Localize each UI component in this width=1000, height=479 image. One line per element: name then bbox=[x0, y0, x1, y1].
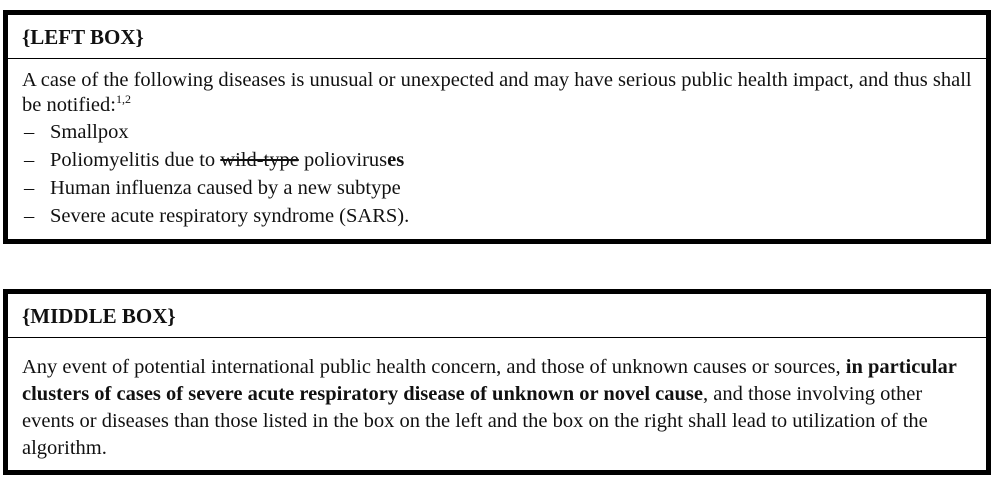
middle-box-divider bbox=[8, 337, 986, 338]
list-dash: – bbox=[24, 149, 35, 171]
struck-text: wild-type bbox=[220, 149, 299, 171]
list-dash: – bbox=[24, 121, 35, 143]
list-item-poliomyelitis bbox=[22, 146, 972, 174]
list-dash: – bbox=[24, 177, 35, 199]
list-item-text: Smallpox bbox=[50, 121, 129, 143]
middle-box-paragraph bbox=[22, 354, 974, 462]
list-dash: – bbox=[24, 205, 35, 227]
list-item-sars bbox=[22, 202, 972, 230]
footnote-reference: 1,2 bbox=[115, 92, 131, 106]
list-item-influenza bbox=[22, 174, 972, 202]
list-item-text: Severe acute respiratory syndrome (SARS). bbox=[50, 205, 410, 227]
left-box-body bbox=[22, 68, 972, 230]
list-item-text-continued: poliovirus bbox=[298, 149, 388, 171]
list-item-text: Poliomyelitis due to bbox=[50, 149, 221, 171]
left-box bbox=[3, 10, 991, 244]
paragraph-start: Any event of potential international public health concern, and those of unknown causes or sources, bbox=[22, 356, 846, 378]
left-box-title: {LEFT BOX} bbox=[22, 25, 144, 49]
left-box-divider bbox=[8, 58, 986, 59]
inserted-text: es bbox=[387, 149, 405, 171]
list-item-smallpox bbox=[22, 118, 972, 146]
middle-box bbox=[3, 289, 991, 475]
paragraph-emphasis: in particular clusters of cases of severe acute respiratory disease of unknown or novel cause bbox=[22, 356, 957, 405]
disease-list bbox=[22, 118, 972, 230]
list-item-text: Human influenza caused by a new subtype bbox=[50, 177, 401, 199]
paragraph-end: , and those involving other events or diseases than those listed in the box on the left and the box on the right shall lead to utilization of the algorithm. bbox=[22, 383, 928, 459]
left-box-intro: A case of the following diseases is unusual or unexpected and may have serious public health impact, and thus shall be notified: bbox=[22, 69, 972, 116]
middle-box-title: {MIDDLE BOX} bbox=[22, 304, 176, 328]
